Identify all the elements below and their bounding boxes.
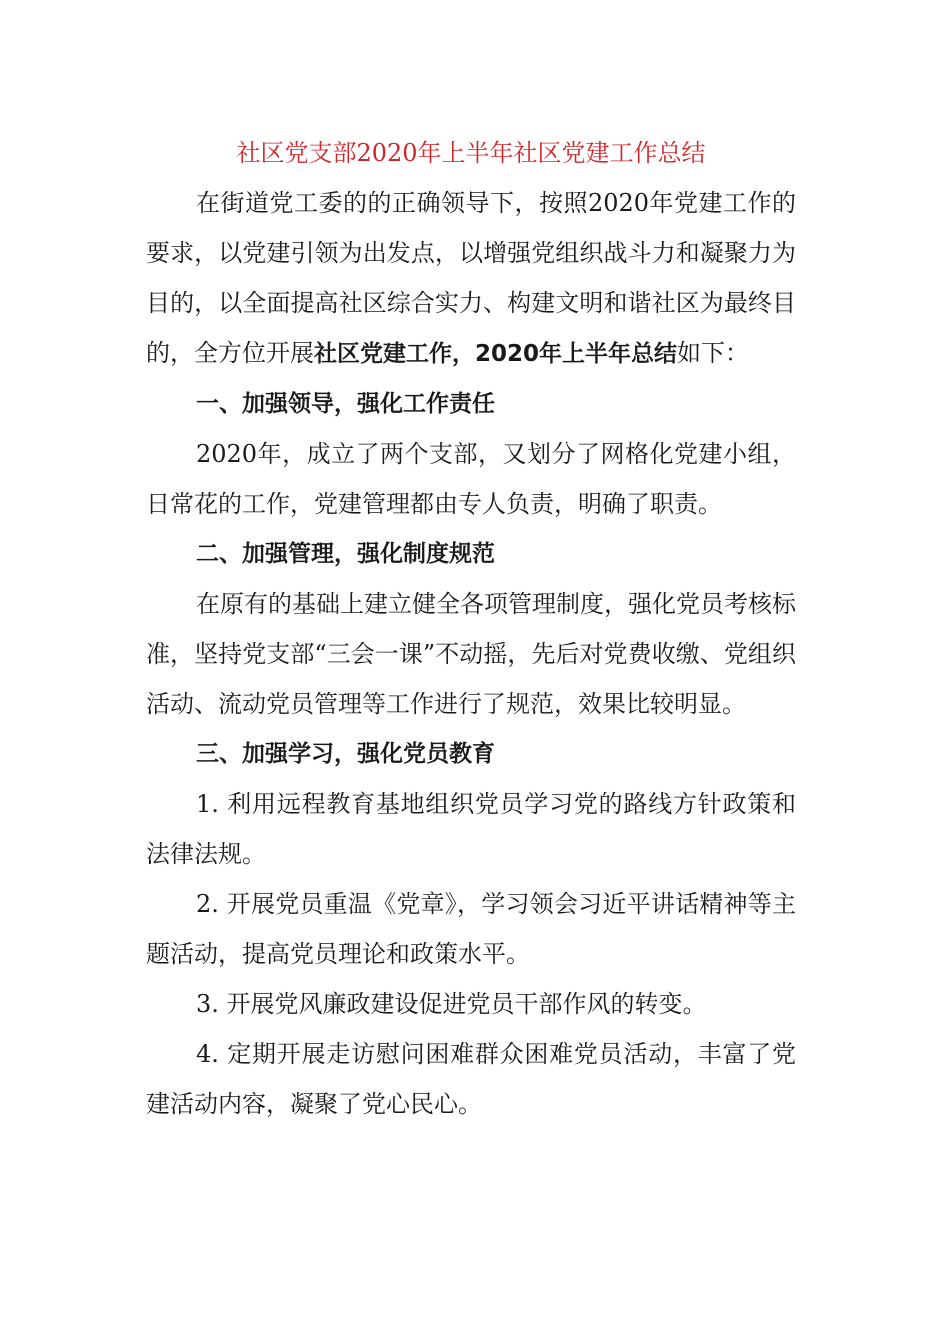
intro-text-start: 在街道党工委的的正确领导下，按照2020年党建工作的要求，以党建引领为出发点，以增强党组织战斗力和凝聚力为目的，以全面提高社区综合实力、构建文明和谐社区为最终目的，全方位开展: [146, 189, 796, 367]
document-title: 社区党支部2020年上半年社区党建工作总结: [236, 139, 706, 167]
section-3-item-1: 1. 利用远程教育基地组织党员学习党的路线方针政策和法律法规。: [146, 790, 796, 868]
section-3-item-3: 3. 开展党风廉政建设促进党员干部作风的转变。: [196, 990, 707, 1018]
intro-paragraph: [146, 178, 796, 379]
intro-text-end: 如下：: [677, 339, 750, 367]
intro-bold-text: 社区党建工作，2020年上半年总结: [314, 341, 678, 367]
section-1-paragraph: 2020年，成立了两个支部，又划分了网格化党建小组，日常花的工作，党建管理都由专人负责，明确了职责。: [146, 440, 796, 518]
section-2-paragraph: 在原有的基础上建立健全各项管理制度，强化党员考核标准，坚持党支部“三会一课”不动摇，先后对党费收缴、党组织活动、流动党员管理等工作进行了规范，效果比较明显。: [146, 590, 796, 718]
section-heading-3: 三、加强学习，强化党员教育: [196, 741, 495, 767]
document-page: [146, 128, 796, 1129]
section-heading-2: 二、加强管理，强化制度规范: [196, 541, 495, 567]
section-heading-1: 一、加强领导，强化工作责任: [196, 391, 495, 417]
section-3-item-4: 4. 定期开展走访慰问困难群众困难党员活动，丰富了党建活动内容，凝聚了党心民心。: [146, 1040, 796, 1118]
section-3-item-2: 2. 开展党员重温《党章》，学习领会习近平讲话精神等主题活动，提高党员理论和政策水平。: [146, 890, 796, 968]
